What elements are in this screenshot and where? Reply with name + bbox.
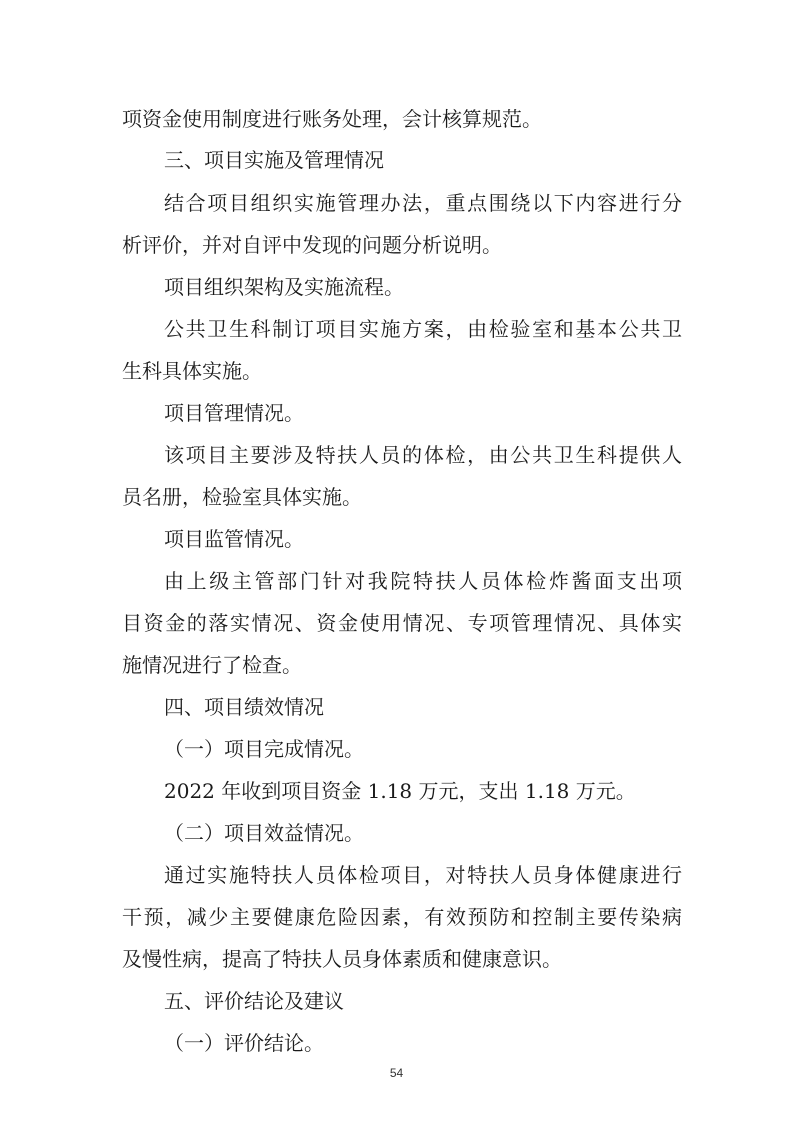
subheading-completion: （一）项目完成情况。 [164,737,364,761]
body-line: 项资金使用制度进行账务处理，会计核算规范。 [122,107,542,131]
body-line-funds: 2022 年收到项目资金 1.18 万元，支出 1.18 万元。 [164,779,636,803]
body-line: 及慢性病，提高了特扶人员身体素质和健康意识。 [122,947,562,971]
subheading-management: 项目管理情况。 [164,401,304,425]
body-line: 员名册，检验室具体实施。 [122,485,362,509]
subheading-supervision: 项目监管情况。 [164,527,304,551]
body-line: 施情况进行了检查。 [122,653,302,677]
body-line: 干预，减少主要健康危险因素，有效预防和控制主要传染病 [122,905,682,929]
page-number: 54 [389,1066,404,1080]
subheading-organization: 项目组织架构及实施流程。 [164,275,404,299]
body-line: 结合项目组织实施管理办法，重点围绕以下内容进行分 [164,191,682,215]
body-line: 目资金的落实情况、资金使用情况、专项管理情况、具体实 [122,611,682,635]
body-line: 由上级主管部门针对我院特扶人员体检炸酱面支出项 [164,569,682,593]
body-line: 析评价，并对自评中发现的问题分析说明。 [122,233,502,257]
body-line: 生科具体实施。 [122,359,262,383]
subheading-evaluation-conclusion: （一）评价结论。 [164,1031,324,1055]
section-heading-performance: 四、项目绩效情况 [164,695,324,719]
section-heading-conclusion: 五、评价结论及建议 [164,989,344,1013]
body-line: 通过实施特扶人员体检项目，对特扶人员身体健康进行 [164,863,682,887]
body-line: 该项目主要涉及特扶人员的体检，由公共卫生科提供人 [164,443,682,467]
body-line: 公共卫生科制订项目实施方案，由检验室和基本公共卫 [164,317,682,341]
section-heading-implementation: 三、项目实施及管理情况 [164,148,384,172]
subheading-benefit: （二）项目效益情况。 [164,821,364,845]
